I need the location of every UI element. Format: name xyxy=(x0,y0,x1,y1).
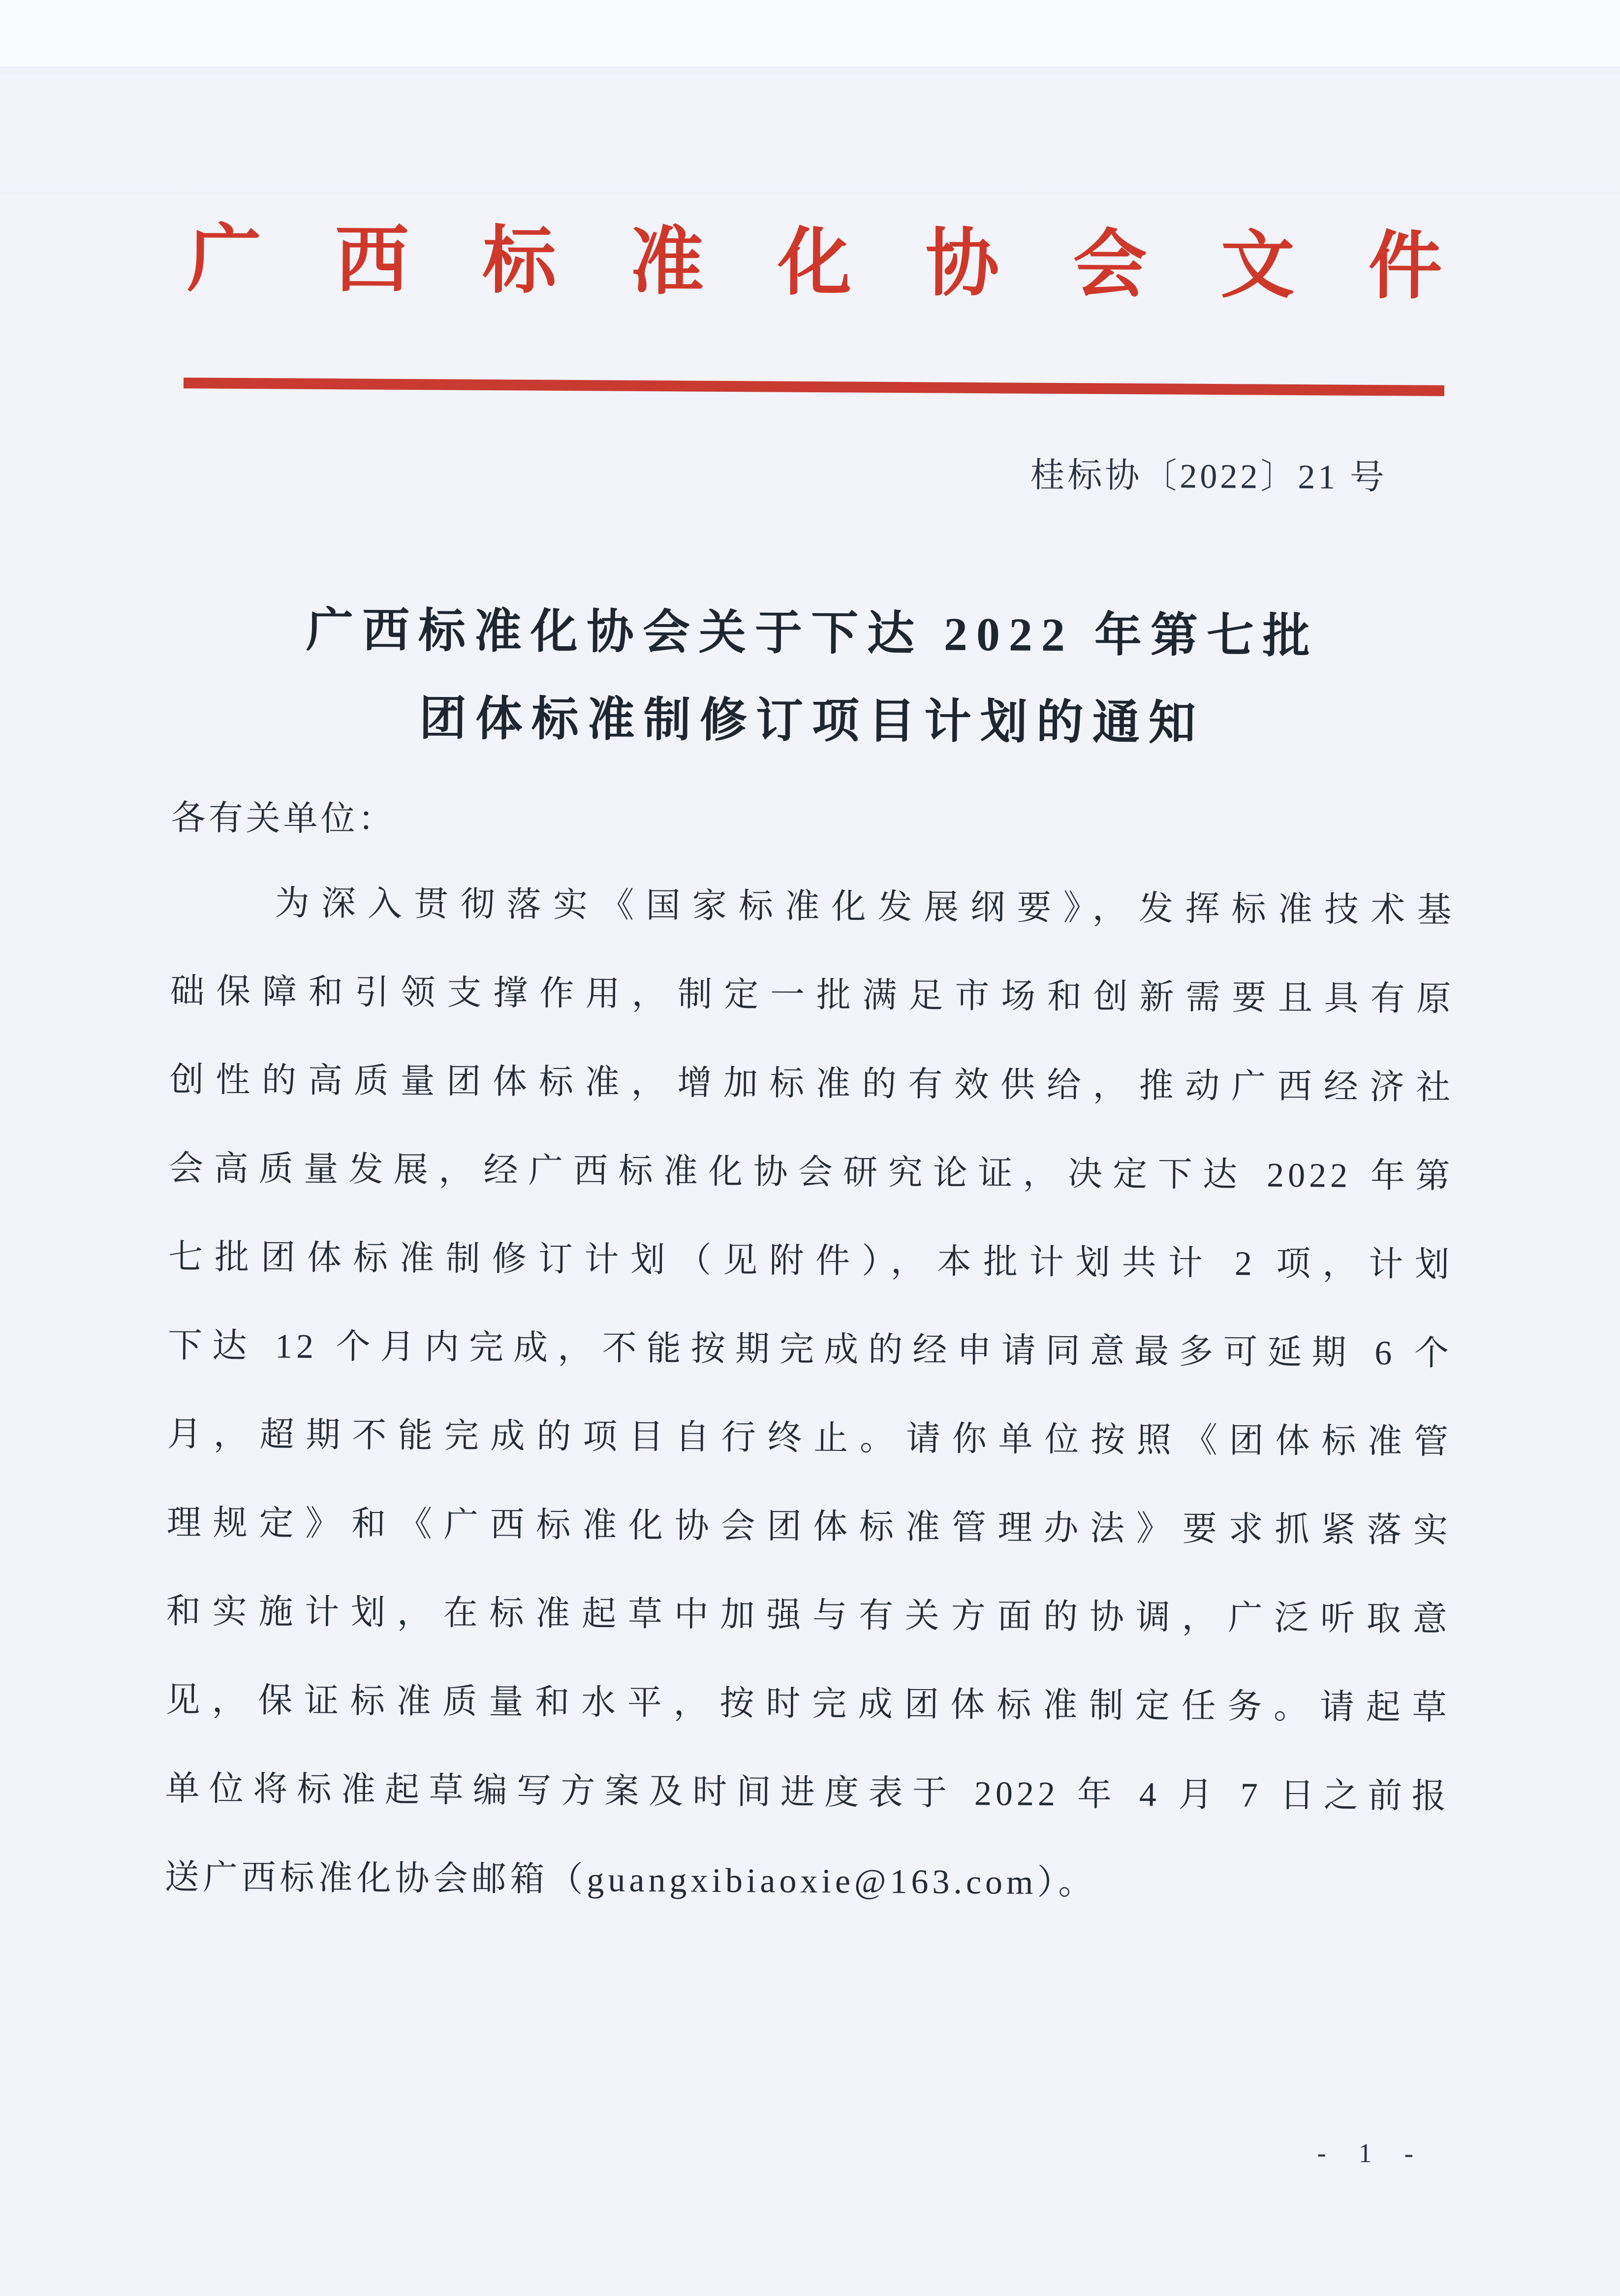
body-line: 七批团体标准制修订计划（见附件），本批计划共计 2 项，计划 xyxy=(168,1238,1454,1284)
document-title-line-1: 广西标准化协会关于下达 2022 年第七批 xyxy=(306,603,1319,663)
body-line: 单位将标准起草编写方案及时间进度表于 2022 年 4 月 7 日之前报 xyxy=(165,1770,1450,1816)
salutation: 各有关单位： xyxy=(171,799,396,839)
body-line: 见，保证标准质量和水平，按时完成团体标准制定任务。请起草 xyxy=(165,1681,1451,1727)
body-line: 础保障和引领支撑作用，制定一批满足市场和创新需要且具有原 xyxy=(170,973,1455,1019)
body-line: 会高质量发展，经广西标准化协会研究论证，决定下达 2022 年第 xyxy=(169,1150,1454,1195)
letterhead-title xyxy=(4,219,1620,309)
letterhead-divider xyxy=(184,377,1444,396)
body-line: 下达 12 个月内完成，不能按期完成的经申请同意最多可延期 6 个 xyxy=(167,1327,1453,1373)
body-line: 月，超期不能完成的项目自行终止。请你单位按照《团体标准管 xyxy=(167,1415,1453,1461)
body-line: 送广西标准化协会邮箱（guangxibiaoxie@163.com）。 xyxy=(164,1858,1097,1902)
body-line: 为深入贯彻落实《国家标准化发展纲要》，发挥标准技术基 xyxy=(275,884,1456,930)
document-number: 桂标协〔2022〕21 号 xyxy=(1030,456,1388,497)
body-line: 和实施计划，在标准起草中加强与有关方面的协调，广泛听取意 xyxy=(166,1593,1451,1638)
document-title-line-2: 团体标准制修订项目计划的通知 xyxy=(419,692,1205,750)
body-line: 理规定》和《广西标准化协会团体标准管理办法》要求抓紧落实 xyxy=(166,1504,1452,1550)
letterhead-title-text: 广西标准化协会文件 xyxy=(187,219,1517,309)
page-number: - 1 - xyxy=(1317,2138,1427,2169)
body-paragraph xyxy=(164,859,1456,1930)
body-line: 创性的高质量团体标准，增加标准的有效供给，推动广西经济社 xyxy=(169,1061,1455,1107)
